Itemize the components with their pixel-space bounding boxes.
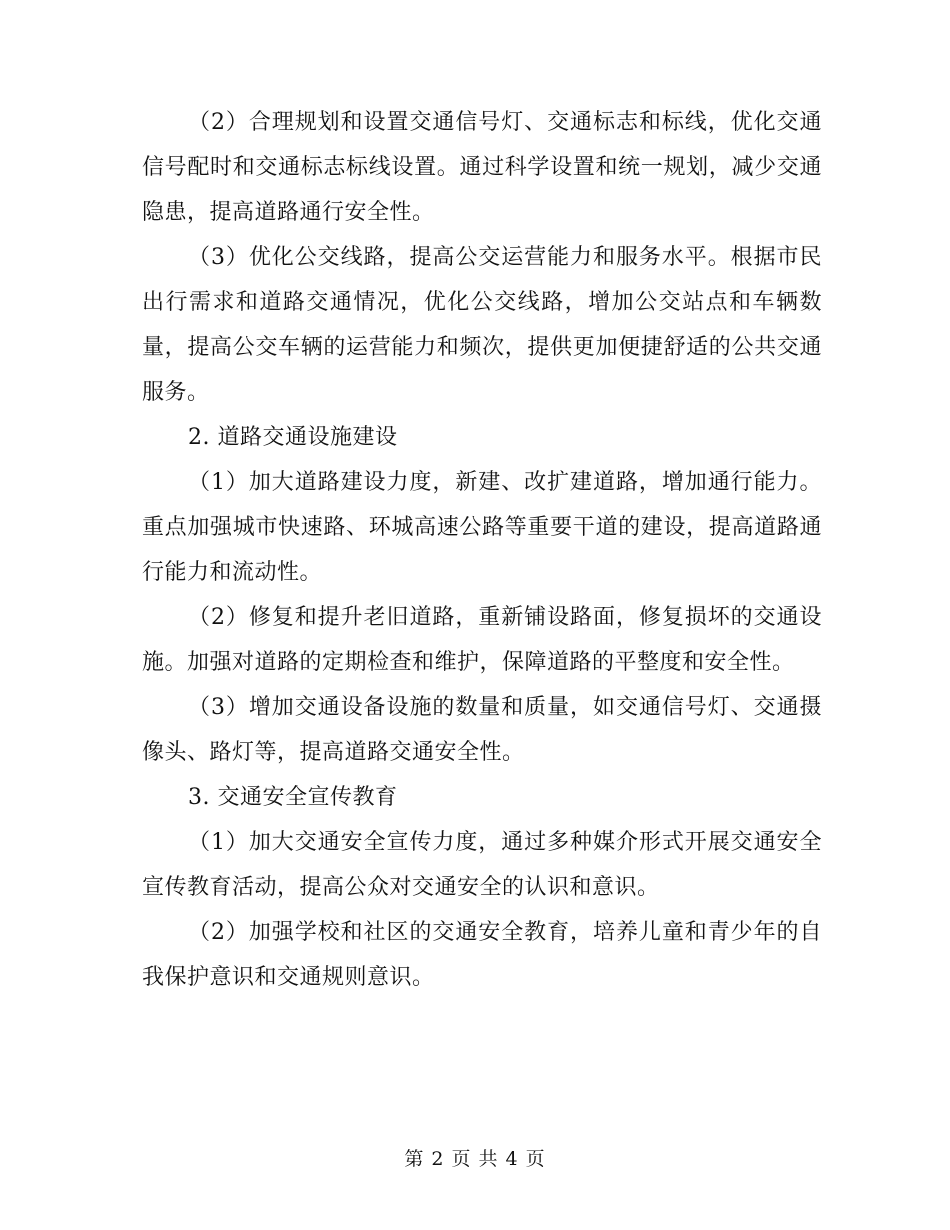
page-number-footer: 第 2 页 共 4 页: [404, 1148, 546, 1170]
section-heading-road-facilities: 2. 道路交通设施建设: [188, 425, 398, 450]
paragraph-safety-publicity: （1）加大交通安全宣传力度，通过多种媒介形式开展交通安全宣传教育活动，提高公众对交通安全的认识和意识。: [142, 830, 822, 900]
paragraph-signal-planning: （2）合理规划和设置交通信号灯、交通标志和标线，优化交通信号配时和交通标志标线设置。通过科学设置和统一规划，减少交通隐患，提高道路通行安全性。: [142, 110, 822, 225]
document-body: [142, 100, 822, 1000]
paragraph-school-community-education: （2）加强学校和社区的交通安全教育，培养儿童和青少年的自我保护意识和交通规则意识。: [142, 920, 822, 990]
section-heading-safety-education: 3. 交通安全宣传教育: [188, 785, 398, 810]
paragraph-traffic-equipment: （3）增加交通设备设施的数量和质量，如交通信号灯、交通摄像头、路灯等，提高道路交通安全性。: [142, 695, 822, 765]
paragraph-bus-route-optimization: （3）优化公交线路，提高公交运营能力和服务水平。根据市民出行需求和道路交通情况，优化公交线路，增加公交站点和车辆数量，提高公交车辆的运营能力和频次，提供更加便捷舒适的公共交通服务。: [142, 245, 822, 405]
paragraph-road-repair: （2）修复和提升老旧道路，重新铺设路面，修复损坏的交通设施。加强对道路的定期检查和维护，保障道路的平整度和安全性。: [142, 605, 822, 675]
paragraph-road-construction: （1）加大道路建设力度，新建、改扩建道路，增加通行能力。重点加强城市快速路、环城高速公路等重要干道的建设，提高道路通行能力和流动性。: [142, 470, 822, 585]
